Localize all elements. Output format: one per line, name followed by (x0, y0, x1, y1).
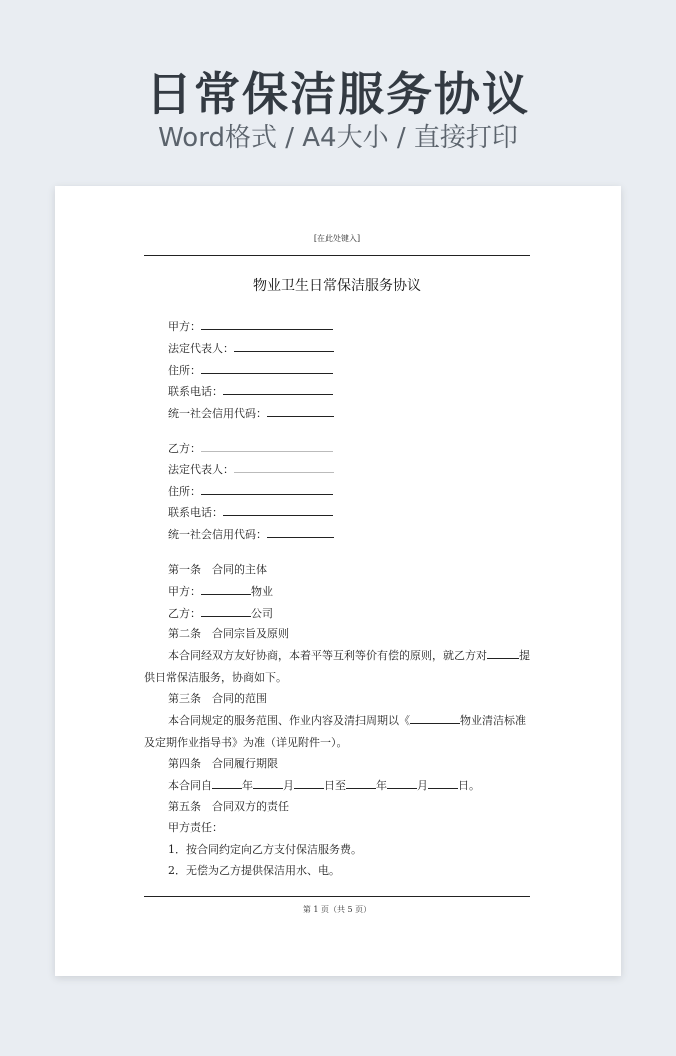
party-a-rep: 法定代表人： (168, 340, 334, 357)
party-b-phone-blank[interactable] (223, 504, 333, 516)
party-a-credit: 统一社会信用代码： (168, 405, 334, 422)
article-4-heading: 第四条 合同履行期限 (168, 757, 278, 770)
party-a-phone: 联系电话： (168, 383, 333, 400)
document-page (55, 186, 621, 976)
party-a-credit-blank[interactable] (267, 405, 334, 417)
party-b-rep-blank[interactable] (234, 461, 334, 473)
article-3-heading: 第三条 合同的范围 (168, 692, 267, 705)
party-b-phone: 联系电话： (168, 504, 333, 521)
party-b-credit-blank[interactable] (267, 526, 334, 538)
party-a-phone-blank[interactable] (223, 383, 333, 395)
party-b-blank[interactable] (201, 440, 333, 452)
party-a-addr-blank[interactable] (201, 362, 333, 374)
party-b-rep: 法定代表人： (168, 461, 334, 478)
page-number: 第 1 页（共 5 页） (302, 905, 372, 914)
header-placeholder[interactable]: [在此处键入] (313, 234, 361, 243)
article-2-blank[interactable] (487, 647, 519, 659)
document-title: 物业卫生日常保洁服务协议 (253, 278, 421, 294)
article-3-body: 本合同规定的服务范围、作业内容及清扫周期以《 物业清洁标准及定期作业指导书》为准（详见附件一）。 (144, 714, 526, 749)
article-2-body: 本合同经双方友好协商，本着平等互利等价有偿的原则，就乙方对 提供日常保洁服务，协商如下。 (144, 649, 530, 684)
party-a-name: 甲方： (168, 318, 333, 335)
header-rule (144, 255, 530, 256)
article-1-heading: 第一条 合同的主体 (168, 563, 267, 576)
end-month-blank[interactable] (387, 777, 417, 789)
party-a-blank[interactable] (201, 318, 333, 330)
article-1-party-b: 乙方： 公司 (168, 607, 273, 620)
banner-subtitle: Word格式 / A4大小 / 直接打印 (158, 123, 518, 153)
party-b-name: 乙方： (168, 440, 333, 457)
duty-item-1: 1．按合同约定向乙方支付保洁服务费。 (168, 843, 362, 856)
article-4-body: 本合同自 年 月 日至 年 月 日。 (168, 779, 480, 792)
end-year-blank[interactable] (346, 777, 376, 789)
banner-title: 日常保洁服务协议 (146, 67, 530, 121)
article-1-party-a: 甲方： 物业 (168, 585, 273, 598)
start-month-blank[interactable] (253, 777, 283, 789)
article-1-b-blank[interactable] (201, 605, 251, 617)
footer-rule (144, 896, 530, 897)
party-a-addr: 住所： (168, 362, 333, 379)
article-2-heading: 第二条 合同宗旨及原则 (168, 627, 289, 640)
article-1-a-blank[interactable] (201, 583, 251, 595)
start-year-blank[interactable] (212, 777, 242, 789)
start-day-blank[interactable] (294, 777, 324, 789)
article-5-heading: 第五条 合同双方的责任 (168, 800, 289, 813)
party-b-credit: 统一社会信用代码： (168, 526, 334, 543)
end-day-blank[interactable] (428, 777, 458, 789)
article-3-blank[interactable] (410, 712, 460, 724)
party-a-duties-label: 甲方责任： (168, 821, 223, 834)
duty-item-2: 2．无偿为乙方提供保洁用水、电。 (168, 864, 340, 877)
party-b-addr-blank[interactable] (201, 483, 333, 495)
party-b-addr: 住所： (168, 483, 333, 500)
party-a-rep-blank[interactable] (234, 340, 334, 352)
